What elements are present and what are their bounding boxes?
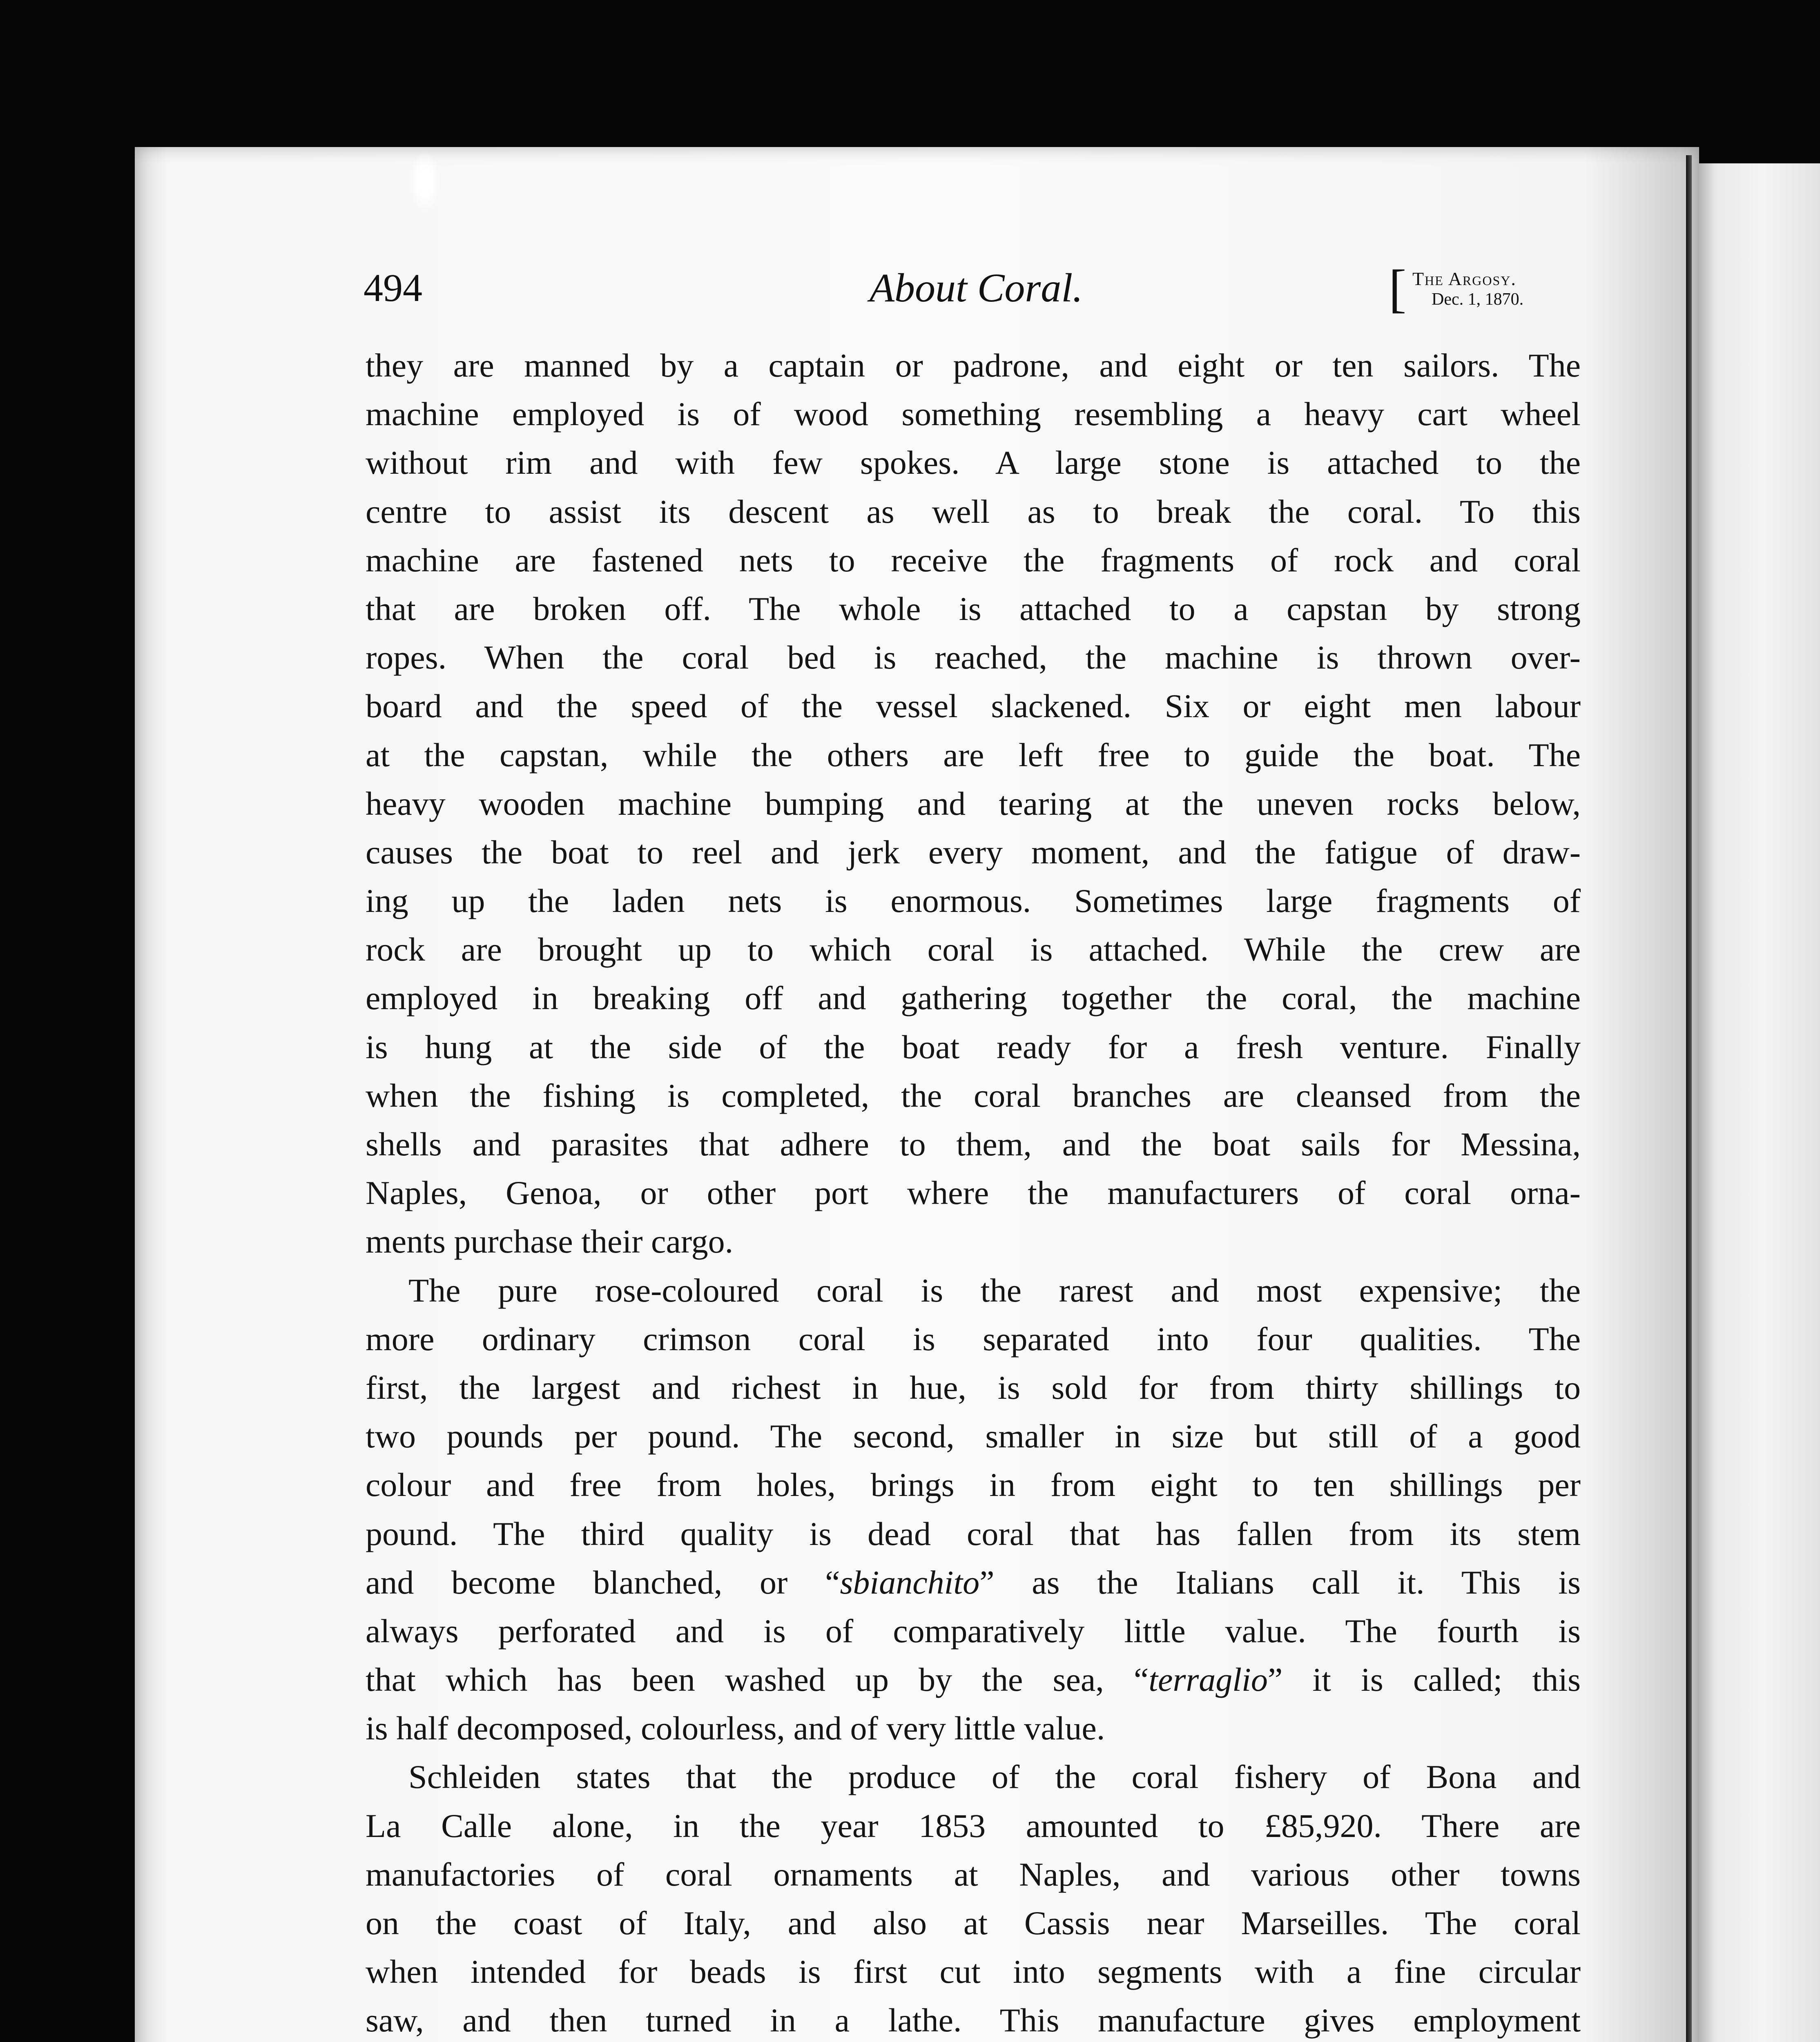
text-line: Naples, Genoa, or other port where the manufacturers of coral orna- (366, 1174, 1581, 1212)
text-segment: ” as the Italians call it. This is (979, 1563, 1581, 1601)
text-line: board and the speed of the vessel slackened. Six or eight men labour (366, 687, 1581, 725)
text-segment: ” it is called; this (1267, 1661, 1581, 1699)
scan-blemish (408, 151, 441, 212)
text-line: shells and parasites that adhere to them, and the boat sails for Messina, (366, 1126, 1581, 1163)
text-line-with-italic (366, 1558, 1581, 1607)
text-line: more ordinary crimson coral is separated into four qualities. The (366, 1320, 1581, 1358)
text-line: causes the boat to reel and jerk every moment, and the fatigue of draw- (366, 833, 1581, 871)
paragraph-start-line: Schleiden states that the produce of the coral fishery of Bona and (408, 1758, 1581, 1796)
text-line: machine are fastened nets to receive the fragments of rock and coral (366, 541, 1581, 579)
italic-term-sbianchito: sbianchito (840, 1563, 980, 1601)
page-gutter (1686, 155, 1692, 2042)
text-line: when intended for beads is first cut into segments with a fine circular (366, 1953, 1581, 1991)
text-line: heavy wooden machine bumping and tearing at the uneven rocks below, (366, 785, 1581, 822)
text-line: without rim and with few spokes. A large stone is attached to the (366, 444, 1581, 482)
running-title: About Coral. (869, 265, 1083, 310)
text-line: colour and free from holes, brings in from eight to ten shillings per (366, 1466, 1581, 1504)
text-line: centre to assist its descent as well as to break the coral. To this (366, 493, 1581, 530)
text-line: two pounds per pound. The second, smaller in size but still of a good (366, 1418, 1581, 1455)
text-line: ments purchase their cargo. (366, 1223, 734, 1260)
page-header (364, 259, 1581, 318)
text-line: when the fishing is completed, the coral branches are cleansed from the (366, 1077, 1581, 1114)
body-text (366, 341, 1581, 2042)
text-line-with-italic (366, 1655, 1581, 1704)
bracket-glyph: [ (1389, 259, 1407, 318)
text-line: is hung at the side of the boat ready for a fresh venture. Finally (366, 1028, 1581, 1066)
text-line: ing up the laden nets is enormous. Sometimes large fragments of (366, 882, 1581, 920)
text-line: pound. The third quality is dead coral that has fallen from its stem (366, 1515, 1581, 1552)
text-line: first, the largest and richest in hue, is sold for from thirty shillings to (366, 1369, 1581, 1406)
facing-page-edge (1691, 163, 1820, 2042)
text-line: on the coast of Italy, and also at Cassis near Marseilles. The coral (366, 1904, 1581, 1942)
journal-name: The Argosy. (1412, 268, 1517, 289)
text-line: always perforated and is of comparatively little value. The fourth is (366, 1612, 1581, 1650)
text-line: is half decomposed, colourless, and of very little value. (366, 1710, 1105, 1747)
text-line: employed in breaking off and gathering together the coral, the machine (366, 979, 1581, 1017)
text-line: they are manned by a captain or padrone, and eight or ten sailors. The (366, 347, 1581, 384)
italic-term-terraglio: terraglio (1149, 1661, 1268, 1699)
text-line: rock are brought up to which coral is attached. While the crew are (366, 931, 1581, 968)
paragraph-start-line: The pure rose-coloured coral is the rarest and most expensive; the (408, 1271, 1581, 1309)
text-line: La Calle alone, in the year 1853 amounted to £85,920. There are (366, 1807, 1581, 1844)
text-line: saw, and then turned in a lathe. This manufacture gives employment (366, 2002, 1581, 2039)
text-line: ropes. When the coral bed is reached, the machine is thrown over- (366, 639, 1581, 676)
journal-reference (1389, 259, 1581, 318)
text-segment: that which has been washed up by the sea, “ (366, 1661, 1149, 1699)
text-line: manufactories of coral ornaments at Naples, and various other towns (366, 1855, 1581, 1893)
text-line: that are broken off. The whole is attached to a capstan by strong (366, 590, 1581, 627)
page-number: 494 (364, 266, 422, 310)
text-segment: and become blanched, or “ (366, 1563, 840, 1601)
journal-date: Dec. 1, 1870. (1432, 290, 1524, 309)
text-line: at the capstan, while the others are left free to guide the boat. The (366, 736, 1581, 774)
text-line: machine employed is of wood something resembling a heavy cart wheel (366, 395, 1581, 433)
